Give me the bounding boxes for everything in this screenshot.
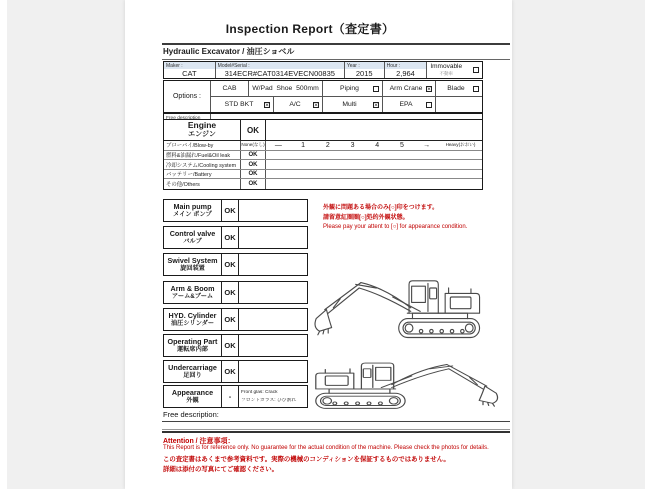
scale-2: 2 bbox=[325, 141, 330, 149]
attention-title: Attention / 注意事項： bbox=[163, 438, 235, 445]
immovable-label: Immovable bbox=[430, 63, 463, 70]
excavator-drawing-bottom bbox=[312, 340, 502, 412]
scale-5: 5 bbox=[400, 141, 404, 149]
blow-by-scale bbox=[266, 141, 439, 150]
item-main-pump: Main pump メイン ポンプ OK bbox=[163, 199, 308, 222]
option-ac: A/C × bbox=[274, 97, 323, 112]
hour-value: 2,964 bbox=[396, 69, 415, 78]
option-arm-crane: Arm Crane × bbox=[383, 81, 436, 96]
cooling-system-status: OK bbox=[241, 160, 266, 169]
blow-by-row bbox=[164, 141, 482, 151]
immovable-checkbox[interactable] bbox=[473, 67, 479, 73]
item-appearance: Appearance 外観 - Front glas: Crack フロントガラス: ひび割れ bbox=[163, 385, 308, 408]
free-description-bottom-label: Free description: bbox=[163, 410, 219, 419]
model-serial-value: 314ECR#CAT0314EVECN00835 bbox=[224, 69, 335, 78]
scale-left-dash: — bbox=[274, 141, 282, 149]
undercarriage-status: OK bbox=[222, 361, 239, 382]
arm-boom-status: OK bbox=[222, 282, 239, 303]
option-wpad-shoe: W/Pad Shoe 500mm bbox=[249, 81, 323, 96]
model-serial-cell bbox=[216, 62, 345, 78]
option-epa: EPA bbox=[383, 97, 436, 112]
report-page bbox=[125, 0, 512, 489]
year-value: 2015 bbox=[355, 69, 373, 78]
blow-by-min: None(なし) bbox=[241, 141, 266, 150]
options-row-1 bbox=[211, 81, 482, 97]
engine-row-battery: バッテリー/Battery OK bbox=[164, 170, 482, 180]
item-arm-boom: Arm & Boom アーム&ブーム OK bbox=[163, 281, 308, 304]
piping-checkbox[interactable] bbox=[373, 86, 379, 92]
immovable-cell bbox=[427, 62, 482, 78]
year-label: Year : bbox=[345, 62, 384, 69]
scale-4: 4 bbox=[375, 141, 380, 149]
hour-label: Hour : bbox=[385, 62, 427, 69]
std-bkt-checkbox[interactable]: × bbox=[265, 101, 269, 109]
maker-label: Maker : bbox=[164, 62, 215, 69]
hyd-cylinder-status: OK bbox=[222, 309, 239, 330]
machine-header-table bbox=[163, 61, 483, 79]
blade-checkbox[interactable] bbox=[473, 86, 479, 92]
attention-divider bbox=[162, 429, 510, 433]
free-description-line bbox=[162, 421, 510, 422]
immovable-label-ja: 不動車 bbox=[439, 71, 453, 76]
multi-checkbox[interactable]: × bbox=[374, 101, 378, 109]
maker-cell bbox=[164, 62, 216, 78]
engine-title-en: Engine bbox=[187, 120, 217, 131]
model-serial-label: Model#Serial : bbox=[216, 62, 344, 69]
epa-checkbox[interactable] bbox=[426, 102, 432, 108]
year-cell bbox=[345, 62, 385, 78]
option-multi: Multi × bbox=[323, 97, 383, 112]
excavator-drawing-top bbox=[311, 252, 483, 342]
engine-row-cooling-system: 冷却システム/Cooling system OK bbox=[164, 160, 482, 170]
scale-3: 3 bbox=[350, 141, 355, 149]
item-operating-part: Operating Part 運転席内部 OK bbox=[163, 334, 308, 357]
attention-line-ja1: この査定書はあくまで参考資料です。実際の機械のコンディションを保証するものではありません。 bbox=[163, 456, 450, 463]
swivel-system-status: OK bbox=[222, 254, 239, 275]
options-label: Options : bbox=[164, 81, 211, 112]
blow-by-max: Heavy(おおい) bbox=[445, 142, 476, 148]
option-std-bkt: STD BKT × bbox=[211, 97, 274, 112]
machine-type-label: Hydraulic Excavator / 油圧ショベル bbox=[163, 47, 295, 56]
report-title: Inspection Report（査定書） bbox=[225, 22, 395, 36]
appearance-status: - bbox=[222, 386, 239, 407]
appearance-note-zh: 請留意紅圈圈[○]処的外観状態。 bbox=[323, 214, 409, 221]
item-swivel-system: Swivel System 旋回装置 OK bbox=[163, 253, 308, 276]
others-status: OK bbox=[241, 179, 266, 189]
options-table bbox=[163, 80, 483, 113]
appearance-note bbox=[323, 204, 489, 233]
main-pump-status: OK bbox=[222, 200, 239, 221]
option-empty-cell bbox=[436, 97, 482, 112]
appearance-note-en: Please pay your attent to [○] for appearance condition. bbox=[323, 224, 468, 230]
maker-value: CAT bbox=[182, 69, 197, 78]
ac-checkbox[interactable]: × bbox=[314, 101, 318, 109]
options-row-2 bbox=[211, 97, 482, 112]
engine-status: OK bbox=[241, 120, 266, 140]
operating-part-status: OK bbox=[222, 335, 239, 356]
item-undercarriage: Undercarriage 足回り OK bbox=[163, 360, 308, 383]
attention-line-ja2: 詳細は添付の写真にてご確認ください。 bbox=[163, 466, 279, 473]
engine-row-fuel-oil-leak: 燃料&油漏れ/Fuel&Oil leak OK bbox=[164, 151, 482, 161]
option-cab: CAB bbox=[211, 81, 249, 96]
item-control-valve: Control valve バルブ OK bbox=[163, 226, 308, 249]
item-hyd-cylinder: HYD. Cylinder 油圧シリンダー OK bbox=[163, 308, 308, 331]
battery-status: OK bbox=[241, 170, 266, 179]
subtitle-rule bbox=[162, 59, 510, 60]
control-valve-status: OK bbox=[222, 227, 239, 248]
engine-header-row bbox=[164, 120, 482, 141]
attention-line-en: This Report is for reference only. No guarantee for the actual condition of the machine. Please check the photos for details. bbox=[163, 445, 489, 451]
blow-by-label: ブローバイ/Blow-by bbox=[164, 141, 241, 150]
option-piping: Piping bbox=[323, 81, 383, 96]
appearance-note-ja: 外観に問題ある場合のみ[○]印をつけます。 bbox=[323, 205, 439, 211]
engine-table bbox=[163, 119, 483, 190]
scale-1: 1 bbox=[301, 141, 306, 149]
engine-title-ja: エンジン bbox=[188, 131, 216, 139]
scale-right-arrow-icon: → bbox=[423, 141, 431, 149]
engine-header-comment bbox=[266, 120, 482, 140]
engine-row-others: その他/Others OK bbox=[164, 179, 482, 189]
option-blade: Blade bbox=[436, 81, 482, 96]
arm-crane-checkbox[interactable]: × bbox=[427, 85, 431, 93]
hour-cell bbox=[385, 62, 428, 78]
fuel-oil-leak-status: OK bbox=[241, 151, 266, 160]
